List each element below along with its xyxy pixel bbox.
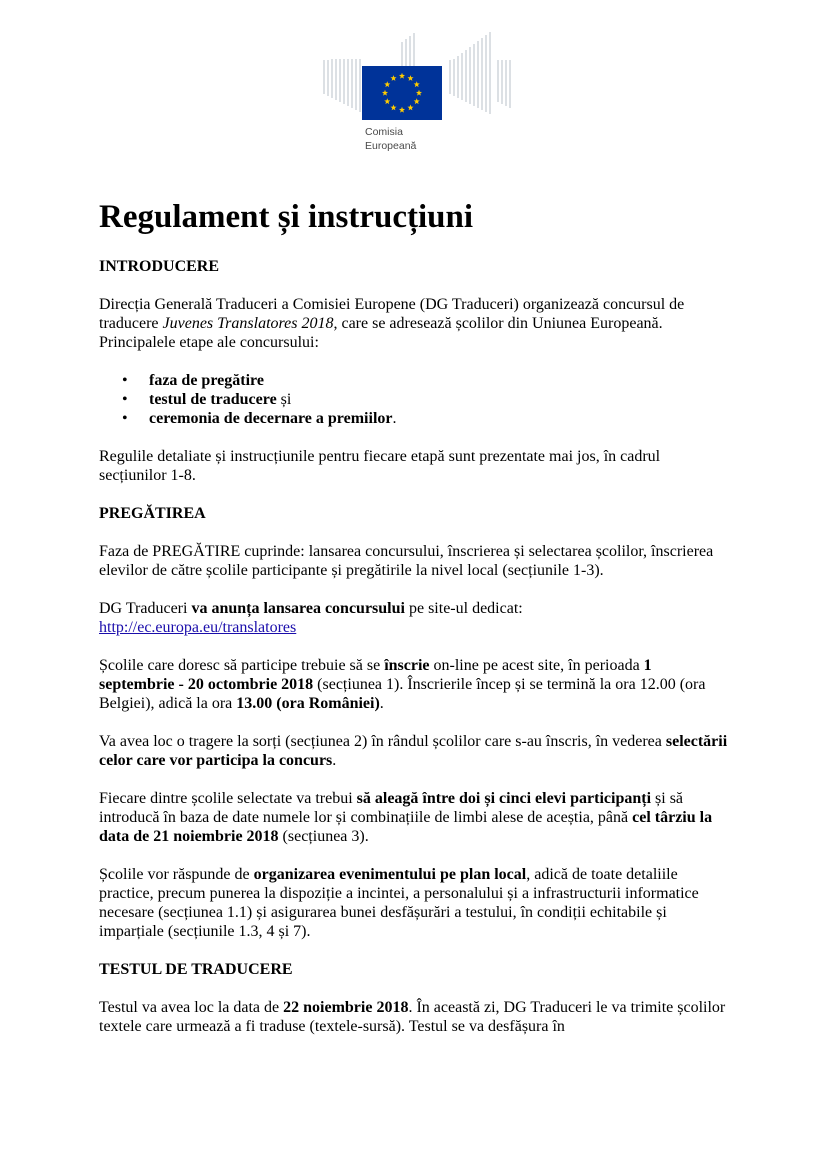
heading-testul: TESTUL DE TRADUCERE xyxy=(99,961,293,978)
document-page xyxy=(99,198,729,1036)
page-title: Regulament și instrucțiuni xyxy=(99,199,474,235)
text-run: Școlile vor răspunde de xyxy=(99,866,254,883)
intro-paragraph-1 xyxy=(99,295,729,352)
intro-paragraph-2 xyxy=(99,447,729,485)
prep-paragraph-5 xyxy=(99,789,729,846)
text-run: (secțiunea 3). xyxy=(278,828,369,845)
text-run: , care se adresează școlilor din Uniunea Europeană. Principalele etape ale concursului: xyxy=(99,315,663,351)
text-run: pe site-ul dedicat: xyxy=(404,600,523,617)
stages-list xyxy=(99,371,729,428)
italic-text: Juvenes Translatores 2018 xyxy=(162,315,334,332)
list-item: • faza de pregătire xyxy=(122,372,264,389)
logo-line-2: Europeană xyxy=(365,140,417,152)
text-run: Regulile detaliate și instrucțiunile pentru fiecare etapă sunt prezentate mai jos, în cadrul secțiunilor 1-8. xyxy=(99,448,661,484)
list-item: • testul de traducere și xyxy=(122,391,292,408)
bold-text: testul de traducere xyxy=(149,391,277,408)
text-run: on-line pe acest site, în perioada xyxy=(429,657,644,674)
bold-text: 22 noiembrie 2018 xyxy=(283,999,409,1016)
text-run: Școlile care doresc să participe trebuie să se xyxy=(99,657,385,674)
bold-text: faza de pregătire xyxy=(149,372,264,389)
text-run: . xyxy=(332,752,337,769)
text-run: și să introducă în baza de date numele lor și combinațiile de limbi alese de aceștia, până xyxy=(99,790,684,826)
prep-paragraph-4 xyxy=(99,732,729,770)
text-run: . În această zi, DG Traduceri le va trimite școlilor textele care urmează a fi traduse (textele-sursă). Testul se va desfășura în xyxy=(99,999,726,1035)
text-run: . xyxy=(392,410,397,427)
bold-text: selectării celor care vor participa la concurs xyxy=(99,733,728,769)
heading-introducere: INTRODUCERE xyxy=(99,258,220,275)
bold-text: înscrie xyxy=(384,657,430,674)
bold-text: organizarea evenimentului pe plan local xyxy=(253,866,527,883)
text-run: , adică de toate detaliile practice, precum punerea la dispoziție a incintei, a personalului și a infrastructurii informatice necesare (secțiunea 1.1) și asigurarea bunei desfășurări a testului, în condiții echitabile și imparțiale (secțiunile 1.3, 4 și 7). xyxy=(99,866,699,940)
prep-paragraph-3 xyxy=(99,656,729,713)
logo-building-graphic xyxy=(322,30,512,125)
list-item: • ceremonia de decernare a premiilor. xyxy=(122,410,397,427)
text-run: Testul va avea loc la data de xyxy=(99,999,284,1016)
text-run: Direcția Generală Traduceri a Comisiei Europene (DG Traduceri) organizează concursul de traducere xyxy=(99,296,685,332)
text-run: Faza de PREGĂTIRE cuprinde: lansarea concursului, înscrierea și selectarea școlilor, înscrierea elevilor de către școlile participante și pregătirile la nivel local (secțiunile 1-3). xyxy=(99,543,714,579)
heading-pregatirea: PREGĂTIREA xyxy=(99,505,206,522)
text-run: . xyxy=(379,695,384,712)
text-run: Va avea loc o tragere la sorți (secțiunea 2) în rândul școlilor care s-au înscris, în vederea xyxy=(99,733,666,750)
bold-text: 13.00 (ora României) xyxy=(236,695,380,712)
bold-text: cel târziu la data de 21 noiembrie 2018 xyxy=(99,809,713,845)
prep-paragraph-6 xyxy=(99,865,729,941)
bold-text: 1 septembrie - 20 octombrie 2018 xyxy=(99,657,652,693)
european-commission-logo xyxy=(322,30,512,160)
bold-text: ceremonia de decernare a premiilor xyxy=(149,410,393,427)
prep-paragraph-1 xyxy=(99,542,729,580)
bold-text: va anunța lansarea concursului xyxy=(191,600,405,617)
text-run: (secțiunea 1). Înscrierile încep și se termină la ora 12.00 (ora Belgiei), adică la ora xyxy=(99,676,706,712)
prep-paragraph-2 xyxy=(99,599,729,637)
bold-text: să aleagă între doi și cinci elevi participanți xyxy=(356,790,652,807)
text-run: Fiecare dintre școlile selectate va trebui xyxy=(99,790,357,807)
text-run: și xyxy=(276,391,292,408)
logo-text xyxy=(365,125,416,153)
logo-line-1: Comisia xyxy=(365,126,403,138)
test-paragraph-1 xyxy=(99,998,729,1036)
text-run: DG Traduceri xyxy=(99,600,192,617)
translatores-link[interactable]: http://ec.europa.eu/translatores xyxy=(99,619,297,636)
